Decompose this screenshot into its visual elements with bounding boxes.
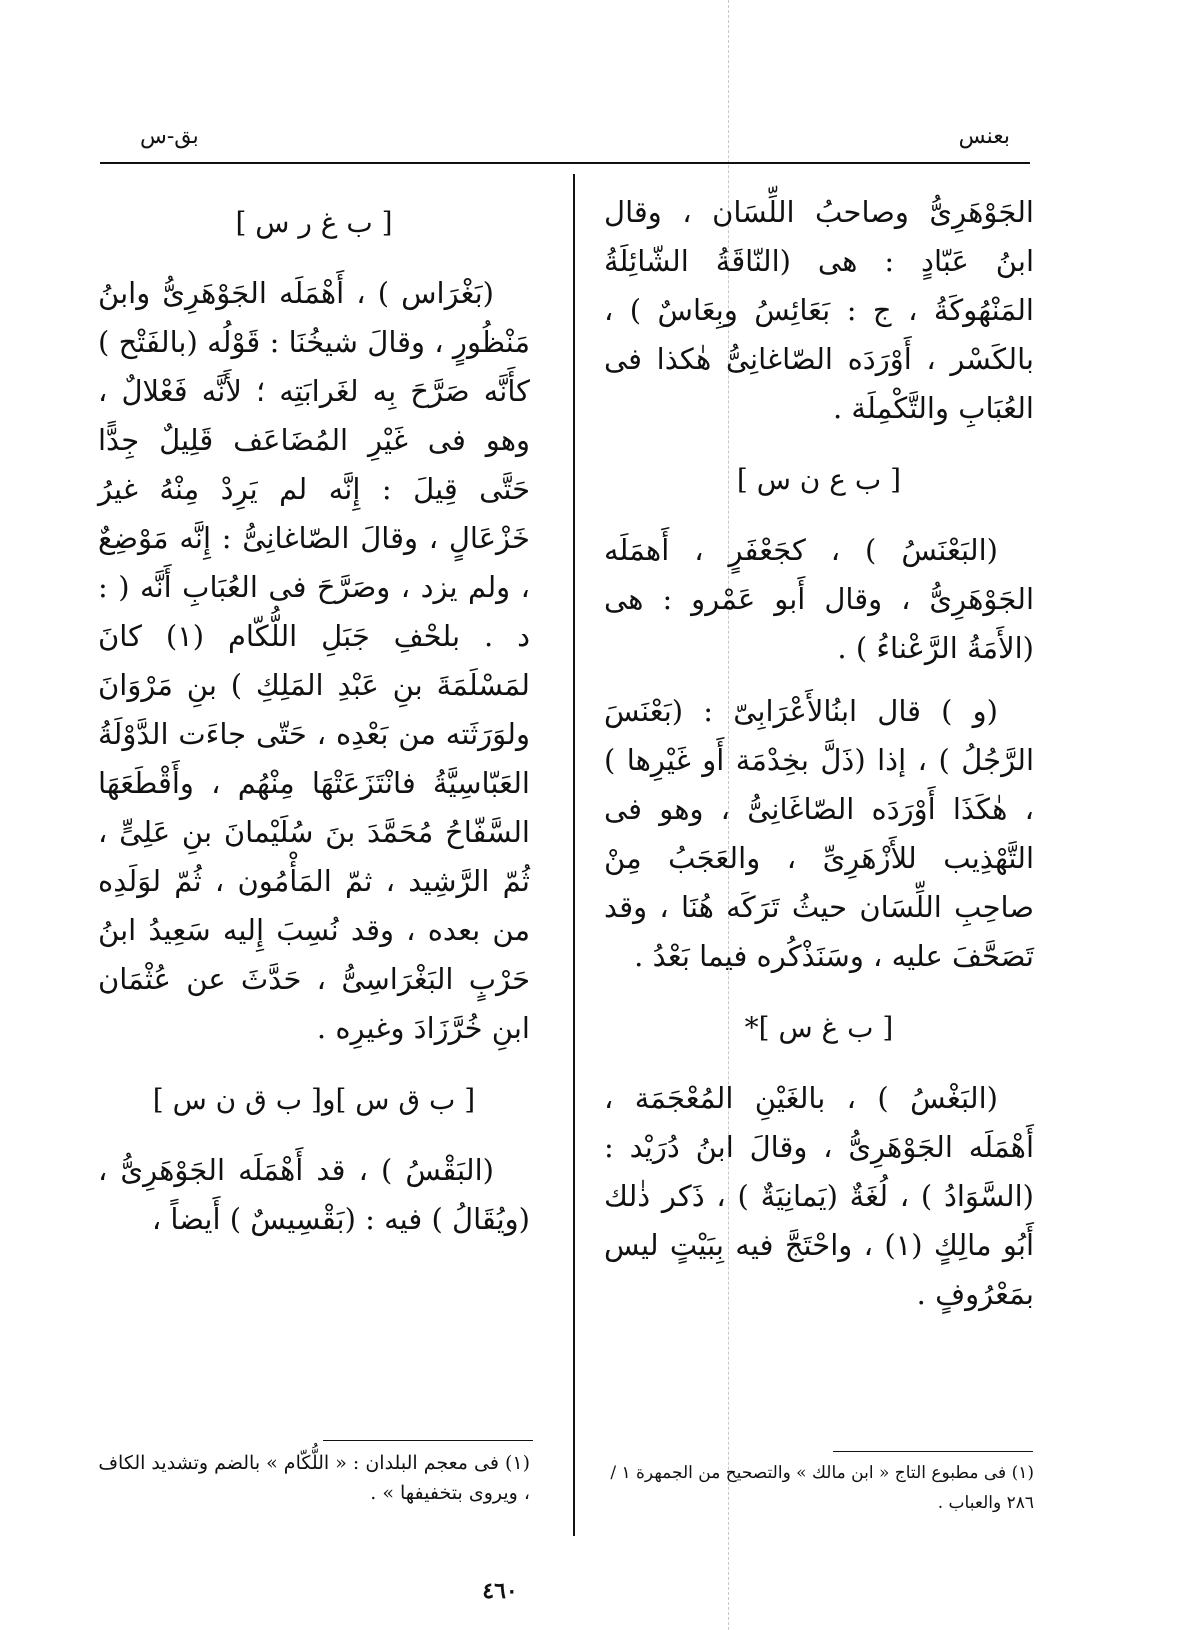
column-divider (573, 174, 575, 1536)
footnote-left: (١) فى معجم البلدان : « اللُّكّام » بالضم وتشديد الكاف ، ويروى بتخفيفها » . (98, 1452, 530, 1504)
left-root-heading-1: [ ب غ ر س ] (235, 206, 393, 239)
running-head-left: بق-س (140, 124, 199, 149)
left-column (98, 188, 530, 1258)
header-rule (100, 162, 1030, 164)
footnote-rule-right (833, 1451, 1033, 1452)
right-root-heading-2: [ ب غ س ]* (744, 1011, 894, 1044)
running-head-right: بعنس (958, 124, 1010, 149)
right-column (604, 188, 1034, 1333)
right-entry-2: (و ) قال ابنُالأَعْرَابِىّ : (بَعْنَسَ الرَّجُلُ ) ، إذا (ذَلَّ بخِدْمَة أَو غَيْرِها ) ، هٰكَذَا أَوْرَدَه الصّاغَانِىُّ ، وهو فى التَّهْذِيب للأَزْهَرِىِّ ، والعَجَبُ مِنْ صاحِبِ اللِّسَان حيثُ تَرَكَه هُنَا ، وقد تَصَحَّفَ عليه ، وسَنَذْكُره فيما بَعْدُ . (604, 694, 1034, 973)
footnote-right: (١) فى مطبوع التاج « ابن مالك » والتصحيح من الجمهرة ١ /٢٨٦ والعباب . (610, 1463, 1034, 1513)
left-root-heading-2: [ ب ق س ]و[ ب ق ن س ] (152, 1083, 476, 1116)
footnote-rule-left (323, 1440, 533, 1441)
left-entry-1: (بَغْرَاس ) ، أَهْمَلَه الجَوْهَرِىُّ وابنُ مَنْظُورٍ ، وقالَ شيخُنَا : قَوْلُه (بالفَتْح ) كأَنَّه صَرَّحَ بِه لغَرابَتِه ؛ لأَنَّه فَعْلالٌ ، وهو فى غَيْرِ المُضَاعَف قَلِيلٌ جِدًّا حَتَّى قِيلَ : إِنَّه لم يَرِدْ مِنْهُ غيرُ خَزْعَالٍ ، وقالَ الصّاغانِىُّ : إِنَّه مَوْضِعٌ ، ولم يزد ، وصَرَّحَ فى العُبَابِ أَنَّه ( : د . بلحْفِ جَبَلِ اللُّكّام (١) كانَ لمَسْلَمَةَ بنِ عَبْدِ المَلِكِ ) بنِ مَرْوَانَ ولوَرَثَته من بَعْدِه ، حَتّى جاءَت الدَّوْلَةُ العَبّاسِيَّةُ فانْتَزَعَتْهَا مِنْهُم ، وأَقْطَعَهَا السَّفّاحُ مُحَمَّدَ بنَ سُلَيْمانَ بنِ عَلِىٍّ ، ثُمّ الرَّشِيد ، ثمّ المَأْمُون ، ثُمّ لوَلَدِه من بعده ، وقد نُسِبَ إِليه سَعِيدُ ابنُ حَرْبٍ البَغْرَاسِىُّ ، حَدَّثَ عن عُثْمَان ابنِ خُرَّزَادَ وغيرِه . (98, 276, 530, 1045)
right-opening-text: الجَوْهَرِىُّ وصاحبُ اللِّسَان ، وقال ابنُ عَبّادٍ : هى (النّاقَةُ الشّائِلَةُ المَنْهُوكَةُ ، ج : بَعَائِسُ وبِعَاسٌ ) ، بالكَسْر ، أَوْرَدَه الصّاغانِىُّ هٰكذا فى العُبَابِ والتَّكْمِلَة . (604, 195, 1034, 425)
right-entry-1: (البَعْنَسُ ) ، كجَعْفَرٍ ، أَهمَلَه الجَوْهَرِىُّ ، وقال أَبو عَمْرو : هى (الأَمَةُ الرَّعْناءُ ) . (604, 533, 1034, 665)
right-root-heading-1: [ ب ع ن س ] (736, 463, 902, 496)
page-number: ٤٦٠ (482, 1578, 518, 1604)
left-entry-2: (البَقْسُ ) ، قد أَهْمَلَه الجَوْهَرِىُّ ، (ويُقَالُ ) فيه : (بَقْسِيسٌ ) أَيضاً ، (98, 1153, 530, 1236)
right-entry-3: (البَغْسُ ) ، بالغَيْنِ المُعْجَمَة ، أَهْمَلَه الجَوْهَرِىُّ ، وقالَ ابنُ دُرَيْد : (السَّوَادُ ) ، لُغَةٌ (يَمانِيَةٌ ) ، ذَكر ذٰلك أَبُو مالِكٍ (١) ، واحْتَجَّ فيه بِبَيْتٍ ليس بمَعْرُوفٍ . (604, 1081, 1034, 1311)
